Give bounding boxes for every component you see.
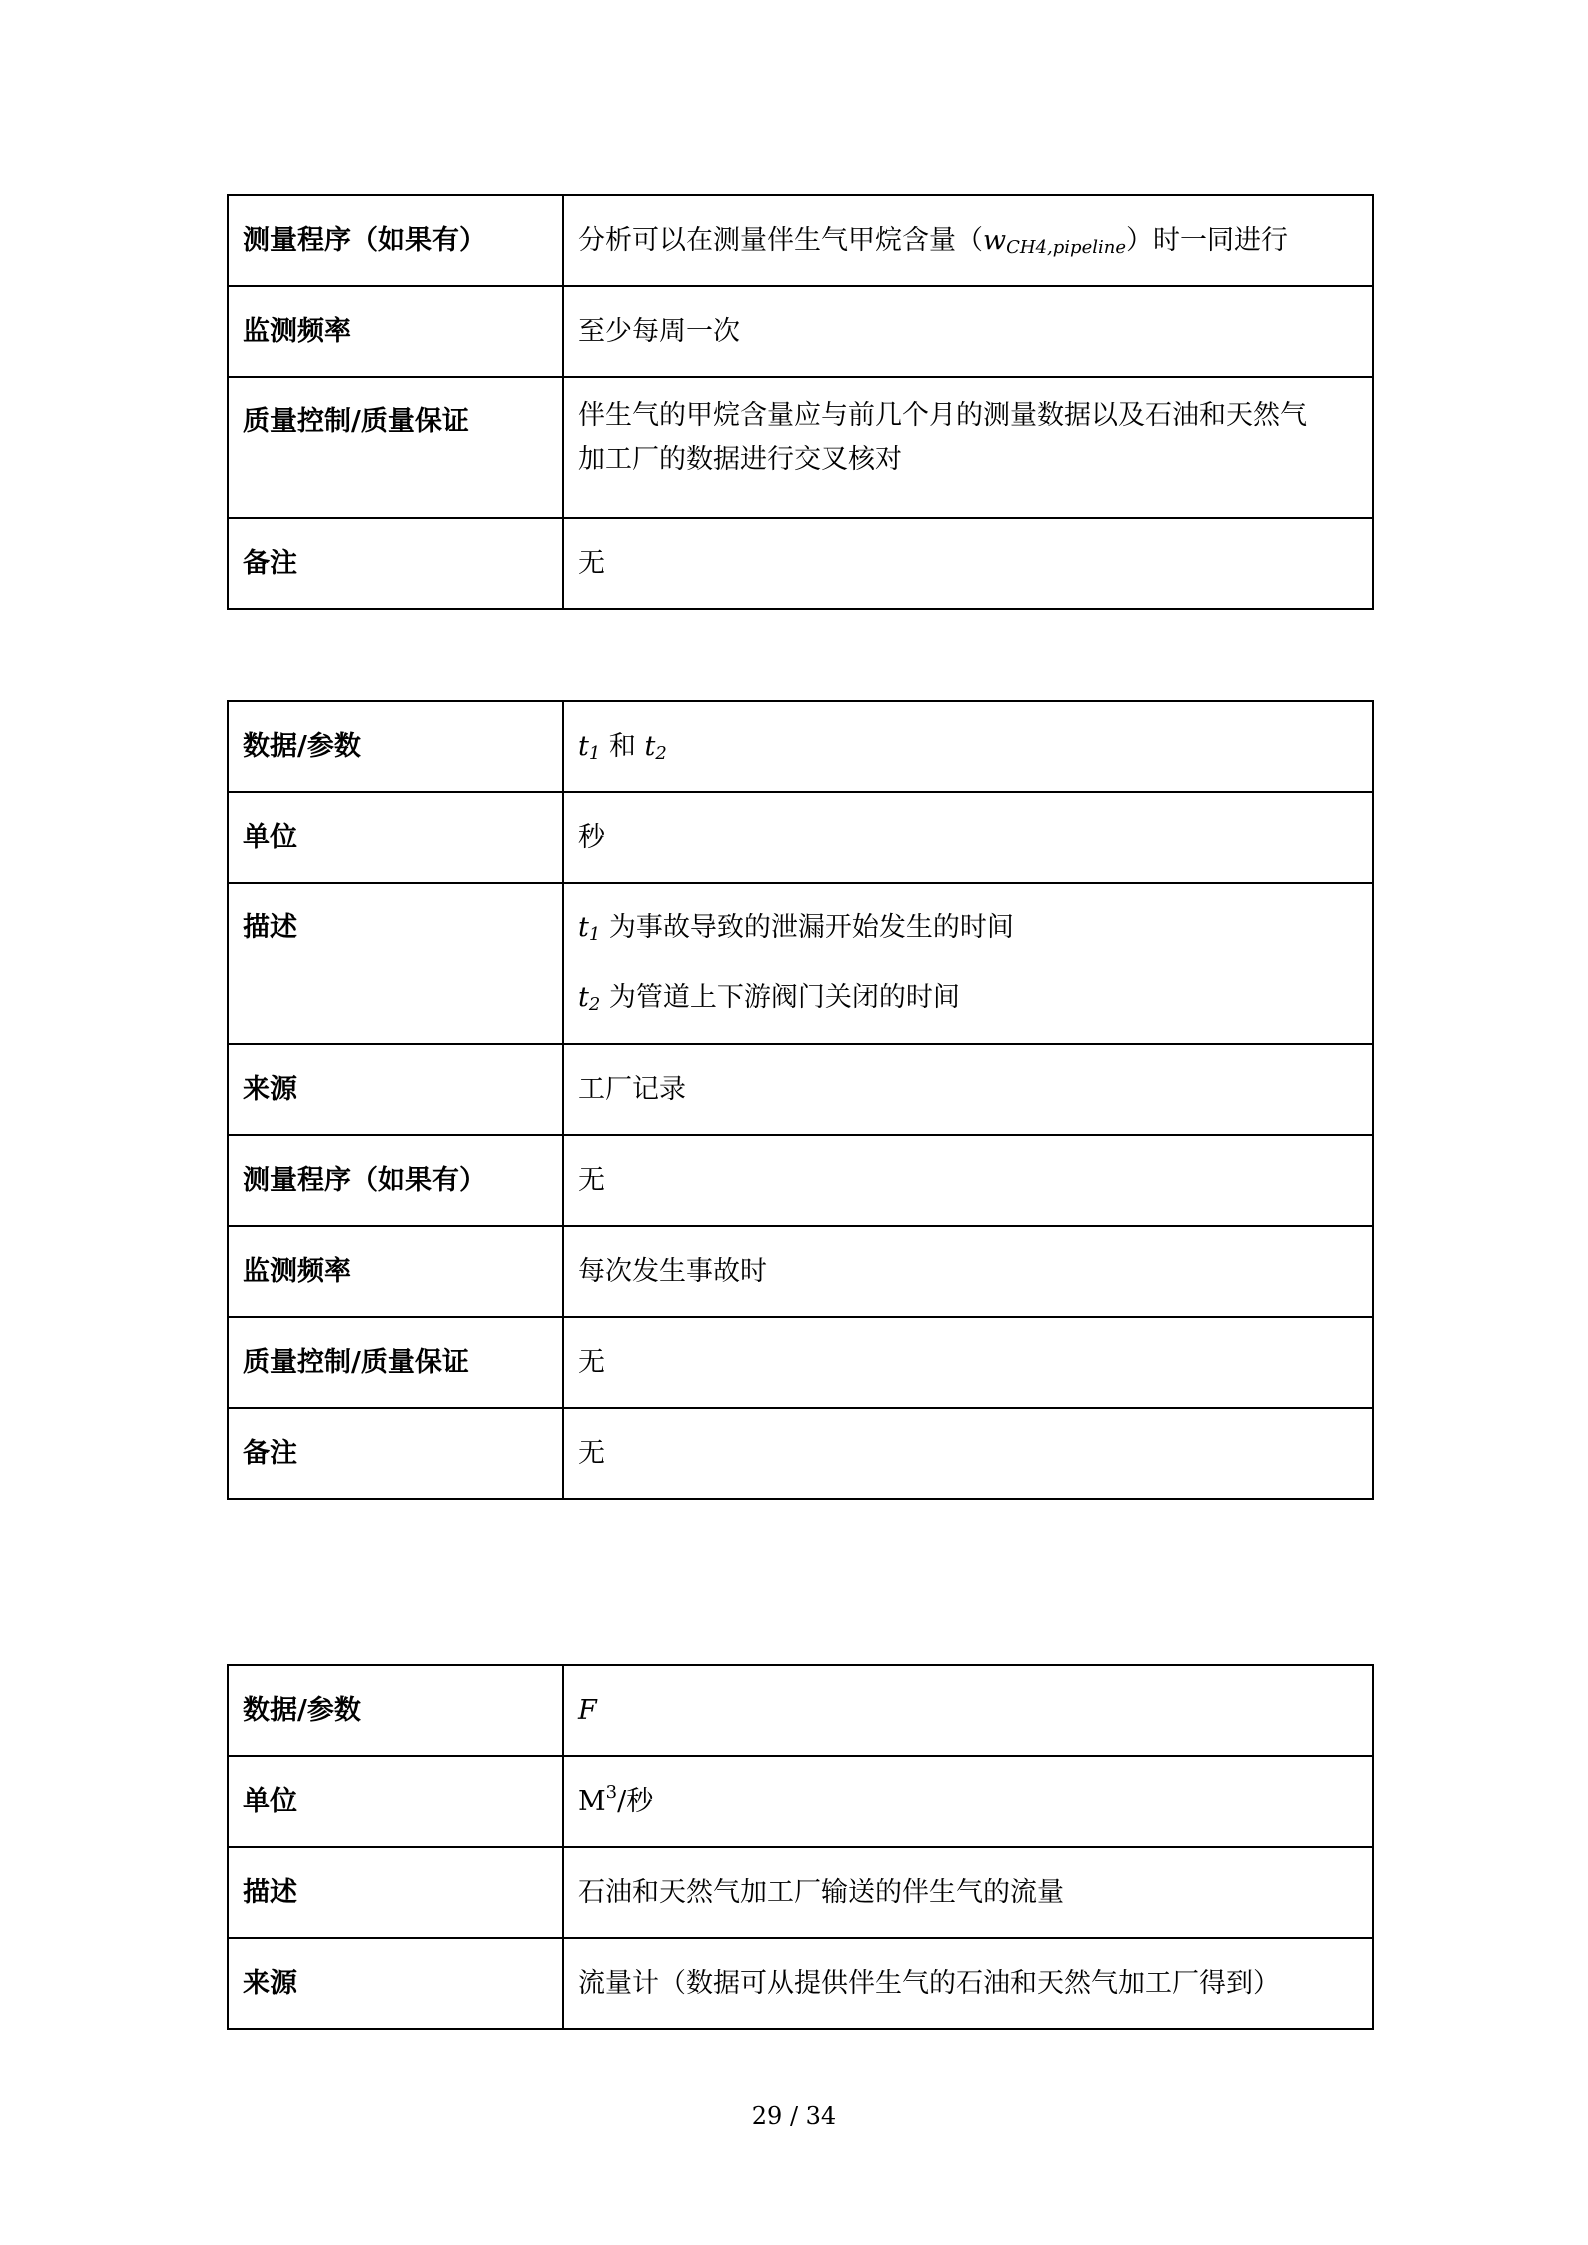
variable-subscript: CH4,pipeline: [1006, 236, 1126, 258]
unit-exponent: 3: [605, 1781, 618, 1803]
row-value: 工厂记录: [563, 1044, 1373, 1135]
row-value: 无: [563, 518, 1373, 609]
value-text: 为事故导致的泄漏开始发生的时间: [600, 912, 1014, 943]
table-row: [228, 1408, 1373, 1499]
row-label: 单位: [228, 792, 563, 883]
row-value: [563, 1756, 1373, 1847]
row-value: 无: [563, 1135, 1373, 1226]
variable-symbol: w: [983, 224, 1007, 256]
row-label: 监测频率: [228, 286, 563, 377]
row-label: 单位: [228, 1756, 563, 1847]
variable-symbol: t: [644, 730, 656, 762]
table-row: [228, 792, 1373, 883]
value-line: 加工厂的数据进行交叉核对: [578, 444, 902, 475]
row-value: [563, 1665, 1373, 1756]
value-line: [578, 906, 1358, 950]
table-row: [228, 1847, 1373, 1938]
parameter-table-3: [227, 1664, 1374, 2030]
row-label: 监测频率: [228, 1226, 563, 1317]
table-row: [228, 377, 1373, 518]
row-label: 描述: [228, 883, 563, 1044]
variable-subscript: 2: [655, 742, 667, 764]
variable-subscript: 1: [588, 742, 601, 764]
row-label: 数据/参数: [228, 1665, 563, 1756]
row-value: 秒: [563, 792, 1373, 883]
table-row: [228, 1226, 1373, 1317]
row-value: 每次发生事故时: [563, 1226, 1373, 1317]
parameter-table-1: [227, 194, 1374, 610]
row-value: 无: [563, 1408, 1373, 1499]
table-row: [228, 1756, 1373, 1847]
row-value: [563, 701, 1373, 792]
row-value: 无: [563, 1317, 1373, 1408]
value-text: 和: [600, 730, 645, 762]
row-value: [563, 195, 1373, 286]
value-line: [578, 976, 1358, 1020]
row-label: 备注: [228, 518, 563, 609]
row-label: 质量控制/质量保证: [228, 1317, 563, 1408]
row-label: 描述: [228, 1847, 563, 1938]
variable-subscript: 1: [588, 924, 601, 945]
row-value: [563, 883, 1373, 1044]
row-label: 质量控制/质量保证: [228, 377, 563, 518]
table-row: [228, 1317, 1373, 1408]
value-line: 伴生气的甲烷含量应与前几个月的测量数据以及石油和天然气: [578, 400, 1307, 431]
unit-rest: /秒: [617, 1785, 654, 1817]
variable-symbol: t: [578, 730, 589, 762]
variable-symbol: F: [578, 1694, 597, 1726]
row-value: 流量计（数据可从提供伴生气的石油和天然气加工厂得到）: [563, 1938, 1373, 2029]
variable-symbol: t: [578, 912, 589, 943]
unit-base: M: [578, 1785, 606, 1817]
table-row: [228, 286, 1373, 377]
row-label: 测量程序（如果有）: [228, 195, 563, 286]
page-number: 29 / 34: [751, 2102, 837, 2130]
row-label: 来源: [228, 1044, 563, 1135]
table-row: [228, 1665, 1373, 1756]
table-row: [228, 1938, 1373, 2029]
table-row: [228, 195, 1373, 286]
value-text: 分析可以在测量伴生气甲烷含量（: [578, 224, 983, 256]
row-value: [563, 377, 1373, 518]
value-text: ）时一同进行: [1125, 224, 1288, 256]
table-row: [228, 1044, 1373, 1135]
table-row: [228, 518, 1373, 609]
row-value: 石油和天然气加工厂输送的伴生气的流量: [563, 1847, 1373, 1938]
row-label: 备注: [228, 1408, 563, 1499]
parameter-table-2: [227, 700, 1374, 1500]
row-value: 至少每周一次: [563, 286, 1373, 377]
table-row: [228, 701, 1373, 792]
variable-symbol: t: [578, 982, 589, 1013]
row-label: 来源: [228, 1938, 563, 2029]
row-label: 数据/参数: [228, 701, 563, 792]
table-row: [228, 1135, 1373, 1226]
table-row: [228, 883, 1373, 1044]
row-label: 测量程序（如果有）: [228, 1135, 563, 1226]
variable-subscript: 2: [588, 994, 601, 1015]
value-text: 为管道上下游阀门关闭的时间: [600, 982, 960, 1013]
